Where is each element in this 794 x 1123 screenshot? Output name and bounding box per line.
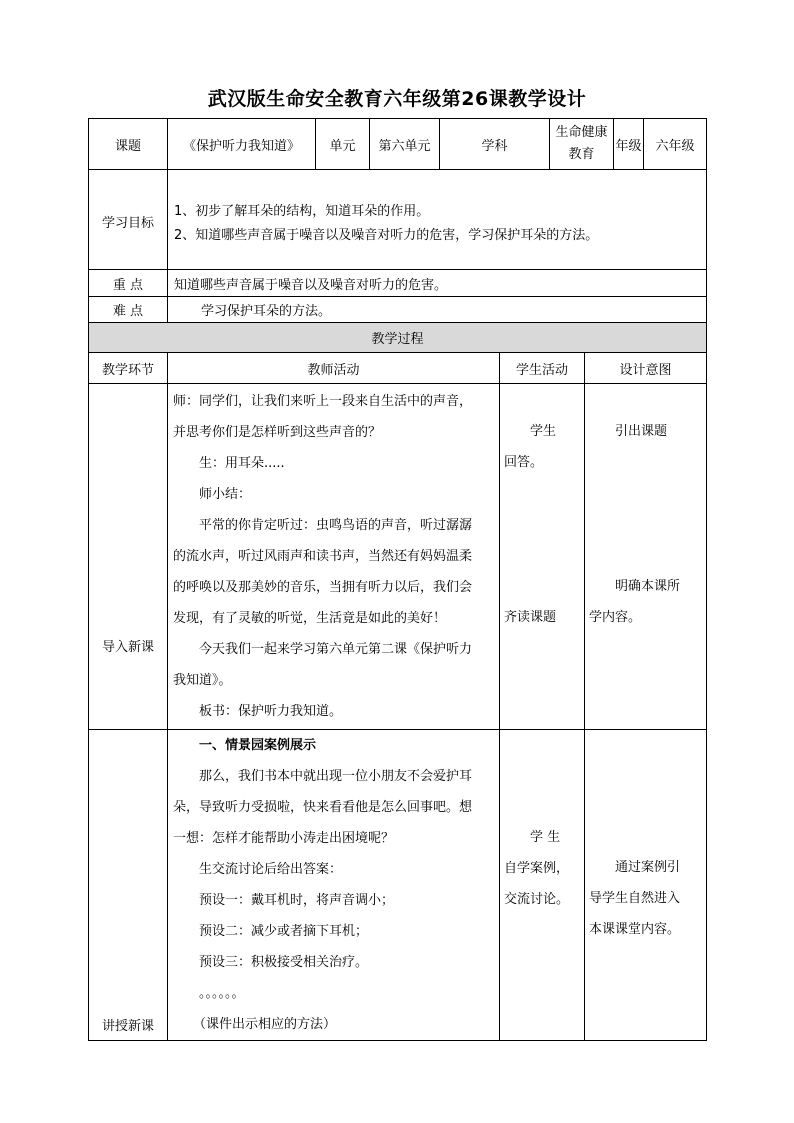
teach-teacher-activity bbox=[168, 730, 500, 1041]
key-point-row bbox=[89, 270, 707, 297]
process-band-row bbox=[89, 323, 707, 353]
teacher-line: 的呼唤以及那美妙的音乐，当拥有听力以后，我们会 bbox=[173, 580, 473, 595]
teacher-line: 一想：怎样才能帮助小涛走出困境呢？ bbox=[173, 831, 395, 846]
header-teacher: 教师活动 bbox=[168, 353, 500, 384]
student-line: 学生 bbox=[530, 424, 557, 439]
lesson-label: 课题 bbox=[89, 119, 168, 170]
teacher-heading: 一、情景园案例展示 bbox=[199, 738, 317, 753]
teacher-line: 平常的你肯定听过：虫鸣鸟语的声音，听过潺潺 bbox=[199, 518, 473, 533]
student-line: 自学案例， bbox=[504, 861, 570, 876]
unit-label: 单元 bbox=[316, 119, 370, 170]
teach-section-row bbox=[89, 730, 707, 1041]
subject-value bbox=[550, 119, 614, 170]
teach-design-intent bbox=[585, 730, 707, 1041]
intent-line: 本课课堂内容。 bbox=[589, 922, 681, 937]
subject-value-line2: 教育 bbox=[568, 147, 595, 162]
header-intent: 设计意图 bbox=[585, 353, 707, 384]
intro-design-intent bbox=[585, 384, 707, 730]
document-title: 武汉版生命安全教育六年级第26课教学设计 bbox=[207, 88, 587, 110]
student-line: 学 生 bbox=[530, 830, 561, 845]
teacher-line: 板书：保护听力我知道。 bbox=[199, 704, 343, 719]
teacher-line: 我知道》。 bbox=[173, 673, 232, 688]
teacher-line: 发现，有了灵敏的听觉，生活竟是如此的美好！ bbox=[173, 611, 447, 626]
header-stage: 教学环节 bbox=[89, 353, 168, 384]
teacher-line: 预设一：戴耳机时，将声音调小； bbox=[199, 893, 395, 908]
teacher-line: 预设三：积极接受相关治疗。 bbox=[199, 955, 369, 970]
teach-stage: 讲授新课 bbox=[89, 730, 168, 1041]
teacher-line: 的流水声，听过风雨声和读书声，当然还有妈妈温柔 bbox=[173, 549, 473, 564]
teacher-line: 生交流讨论后给出答案： bbox=[199, 862, 343, 877]
header-student: 学生活动 bbox=[500, 353, 585, 384]
objectives-list bbox=[168, 170, 707, 270]
intent-line: 导学生自然进入 bbox=[589, 891, 681, 906]
lesson-plan-table bbox=[88, 118, 707, 1041]
difficulty-value: 学习保护耳朵的方法。 bbox=[168, 297, 707, 323]
grade-label: 年级 bbox=[614, 119, 644, 170]
key-point-value: 知道哪些声音属于噪音以及噪音对听力的危害。 bbox=[168, 270, 707, 297]
objectives-label: 学习目标 bbox=[89, 170, 168, 270]
difficulty-row bbox=[89, 297, 707, 323]
student-line: 交流讨论。 bbox=[504, 892, 570, 907]
subject-value-line1: 生命健康 bbox=[555, 125, 608, 140]
teacher-line: 。。。。。。 bbox=[199, 986, 245, 1001]
subject-label: 学科 bbox=[440, 119, 550, 170]
student-line: 回答。 bbox=[504, 455, 544, 470]
objective-item: 1、初步了解耳朵的结构，知道耳朵的作用。 bbox=[174, 204, 430, 219]
process-header-row bbox=[89, 353, 707, 384]
teach-student-activity bbox=[500, 730, 585, 1041]
student-line: 齐读课题 bbox=[504, 610, 557, 625]
intro-stage: 导入新课 bbox=[89, 384, 168, 730]
intent-line: 通过案例引 bbox=[615, 860, 681, 875]
teacher-line: 师：同学们，让我们来听上一段来自生活中的声音， bbox=[173, 394, 473, 409]
teacher-line: 那么，我们书本中就出现一位小朋友不会爱护耳 bbox=[199, 769, 473, 784]
objective-item: 2、知道哪些声音属于噪音以及噪音对听力的危害，学习保护耳朵的方法。 bbox=[174, 228, 599, 243]
process-band: 教学过程 bbox=[89, 323, 707, 353]
teacher-line: 生：用耳朵..... bbox=[199, 456, 285, 471]
teacher-line: 朵，导致听力受损啦，快来看看他是怎么回事吧。想 bbox=[173, 800, 473, 815]
difficulty-label: 难 点 bbox=[89, 297, 168, 323]
intro-teacher-activity bbox=[168, 384, 500, 730]
intent-line: 明确本课所 bbox=[615, 579, 681, 594]
teacher-line: 今天我们一起来学习第六单元第二课《保护听力 bbox=[199, 642, 473, 657]
intro-student-activity bbox=[500, 384, 585, 730]
key-point-label: 重 点 bbox=[89, 270, 168, 297]
info-row bbox=[89, 119, 707, 170]
teacher-line: 师小结： bbox=[199, 487, 252, 502]
objectives-row bbox=[89, 170, 707, 270]
teacher-line: 预设二：减少或者摘下耳机； bbox=[199, 924, 369, 939]
intent-line: 引出课题 bbox=[615, 424, 668, 439]
intent-line: 学内容。 bbox=[589, 610, 642, 625]
lesson-value: 《保护听力我知道》 bbox=[168, 119, 316, 170]
intro-section-row bbox=[89, 384, 707, 730]
teacher-line: 并思考你们是怎样听到这些声音的？ bbox=[173, 425, 382, 440]
grade-value: 六年级 bbox=[644, 119, 707, 170]
teacher-line: （课件出示相应的方法） bbox=[193, 1017, 337, 1032]
unit-value: 第六单元 bbox=[370, 119, 440, 170]
